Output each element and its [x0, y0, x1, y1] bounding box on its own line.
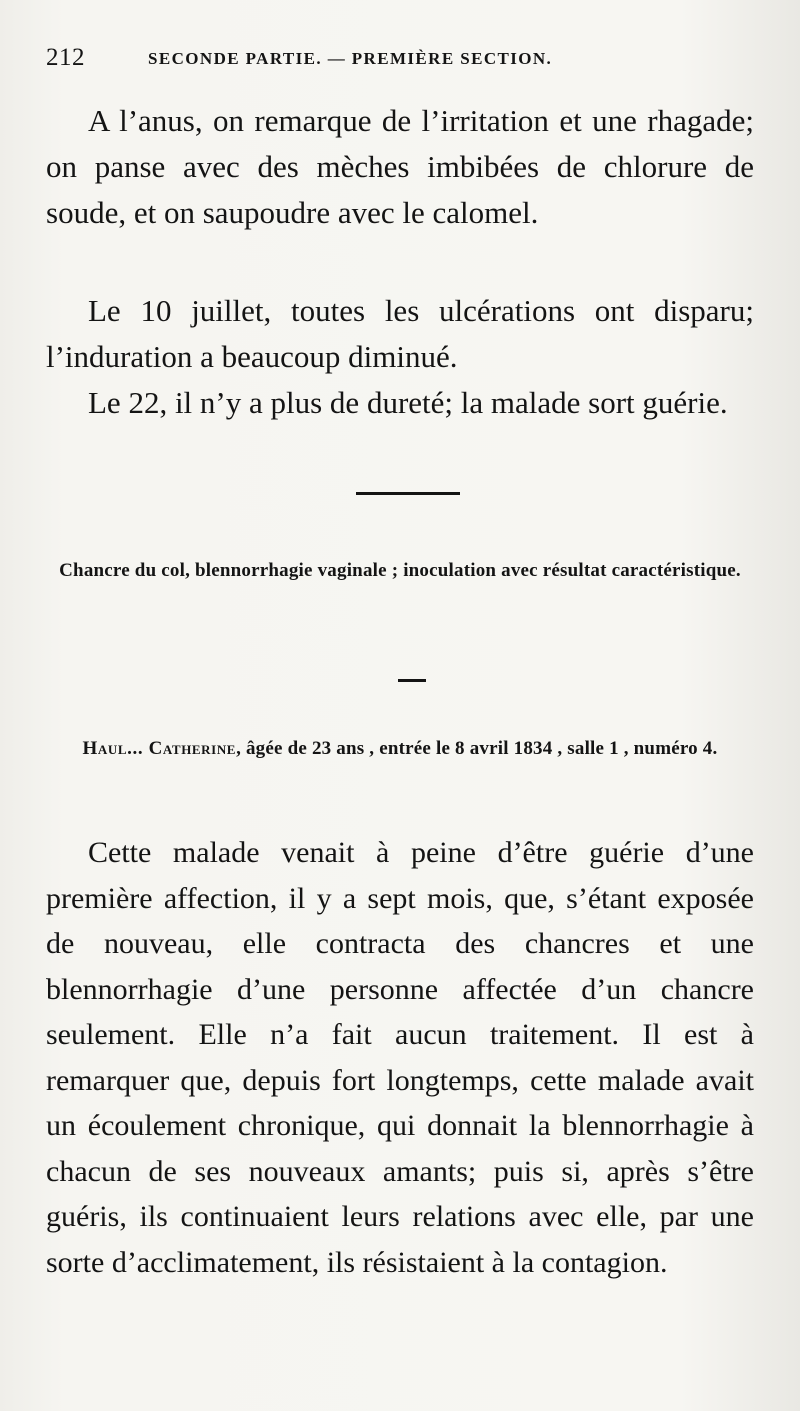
paragraph-case-history [46, 830, 754, 1285]
paragraph-text: A l’anus, on remarque de l’irritation et une rhagade; on panse avec des mèches imbibées de chlorure de soude, et on saupoudre avec le calomel. [46, 103, 754, 230]
paragraph-july-10 [46, 288, 754, 380]
page-number: 212 [46, 44, 85, 71]
case-title: Chancre du col, blennorrhagie vaginale ; inoculation avec résultat caractéristique. [59, 560, 741, 581]
paragraph-day-22 [46, 380, 754, 426]
patient-details: , âgée de 23 ans , entrée le 8 avril 1834 , salle 1 , numéro 4. [236, 738, 718, 759]
patient-info [40, 734, 760, 764]
running-head: SECONDE PARTIE. — PREMIÈRE SECTION. [148, 49, 553, 68]
section-divider-rule [356, 492, 460, 495]
paragraph-text: Le 22, il n’y a plus de dureté; la malade sort guérie. [88, 385, 728, 420]
paragraph-text: Le 10 juillet, toutes les ulcérations ont disparu; l’induration a beaucoup diminué. [46, 293, 754, 374]
page-header [46, 44, 758, 76]
short-divider-rule [398, 679, 426, 682]
patient-name: Haul... Catherine [82, 738, 237, 759]
paragraph-text: Cette malade venait à peine d’être guérie d’une première affection, il y a sept mois, que, s’étant exposée de nouveau, elle contracta des chancres et une blennorrhagie d’une personne affectée d’un chancre seulement. Elle n’a fait aucun traitement. Il est à remarquer que, depuis fort longtemps, cette malade avait un écoulement chronique, qui donnait la blennorrhagie à chacun de ses nouveaux amants; puis si, après s’être guéris, ils continuaient leurs relations avec elle, par une sorte d’acclimatement, ils résistaient à la contagion. [46, 836, 754, 1279]
paragraph-anus-treatment [46, 98, 754, 236]
